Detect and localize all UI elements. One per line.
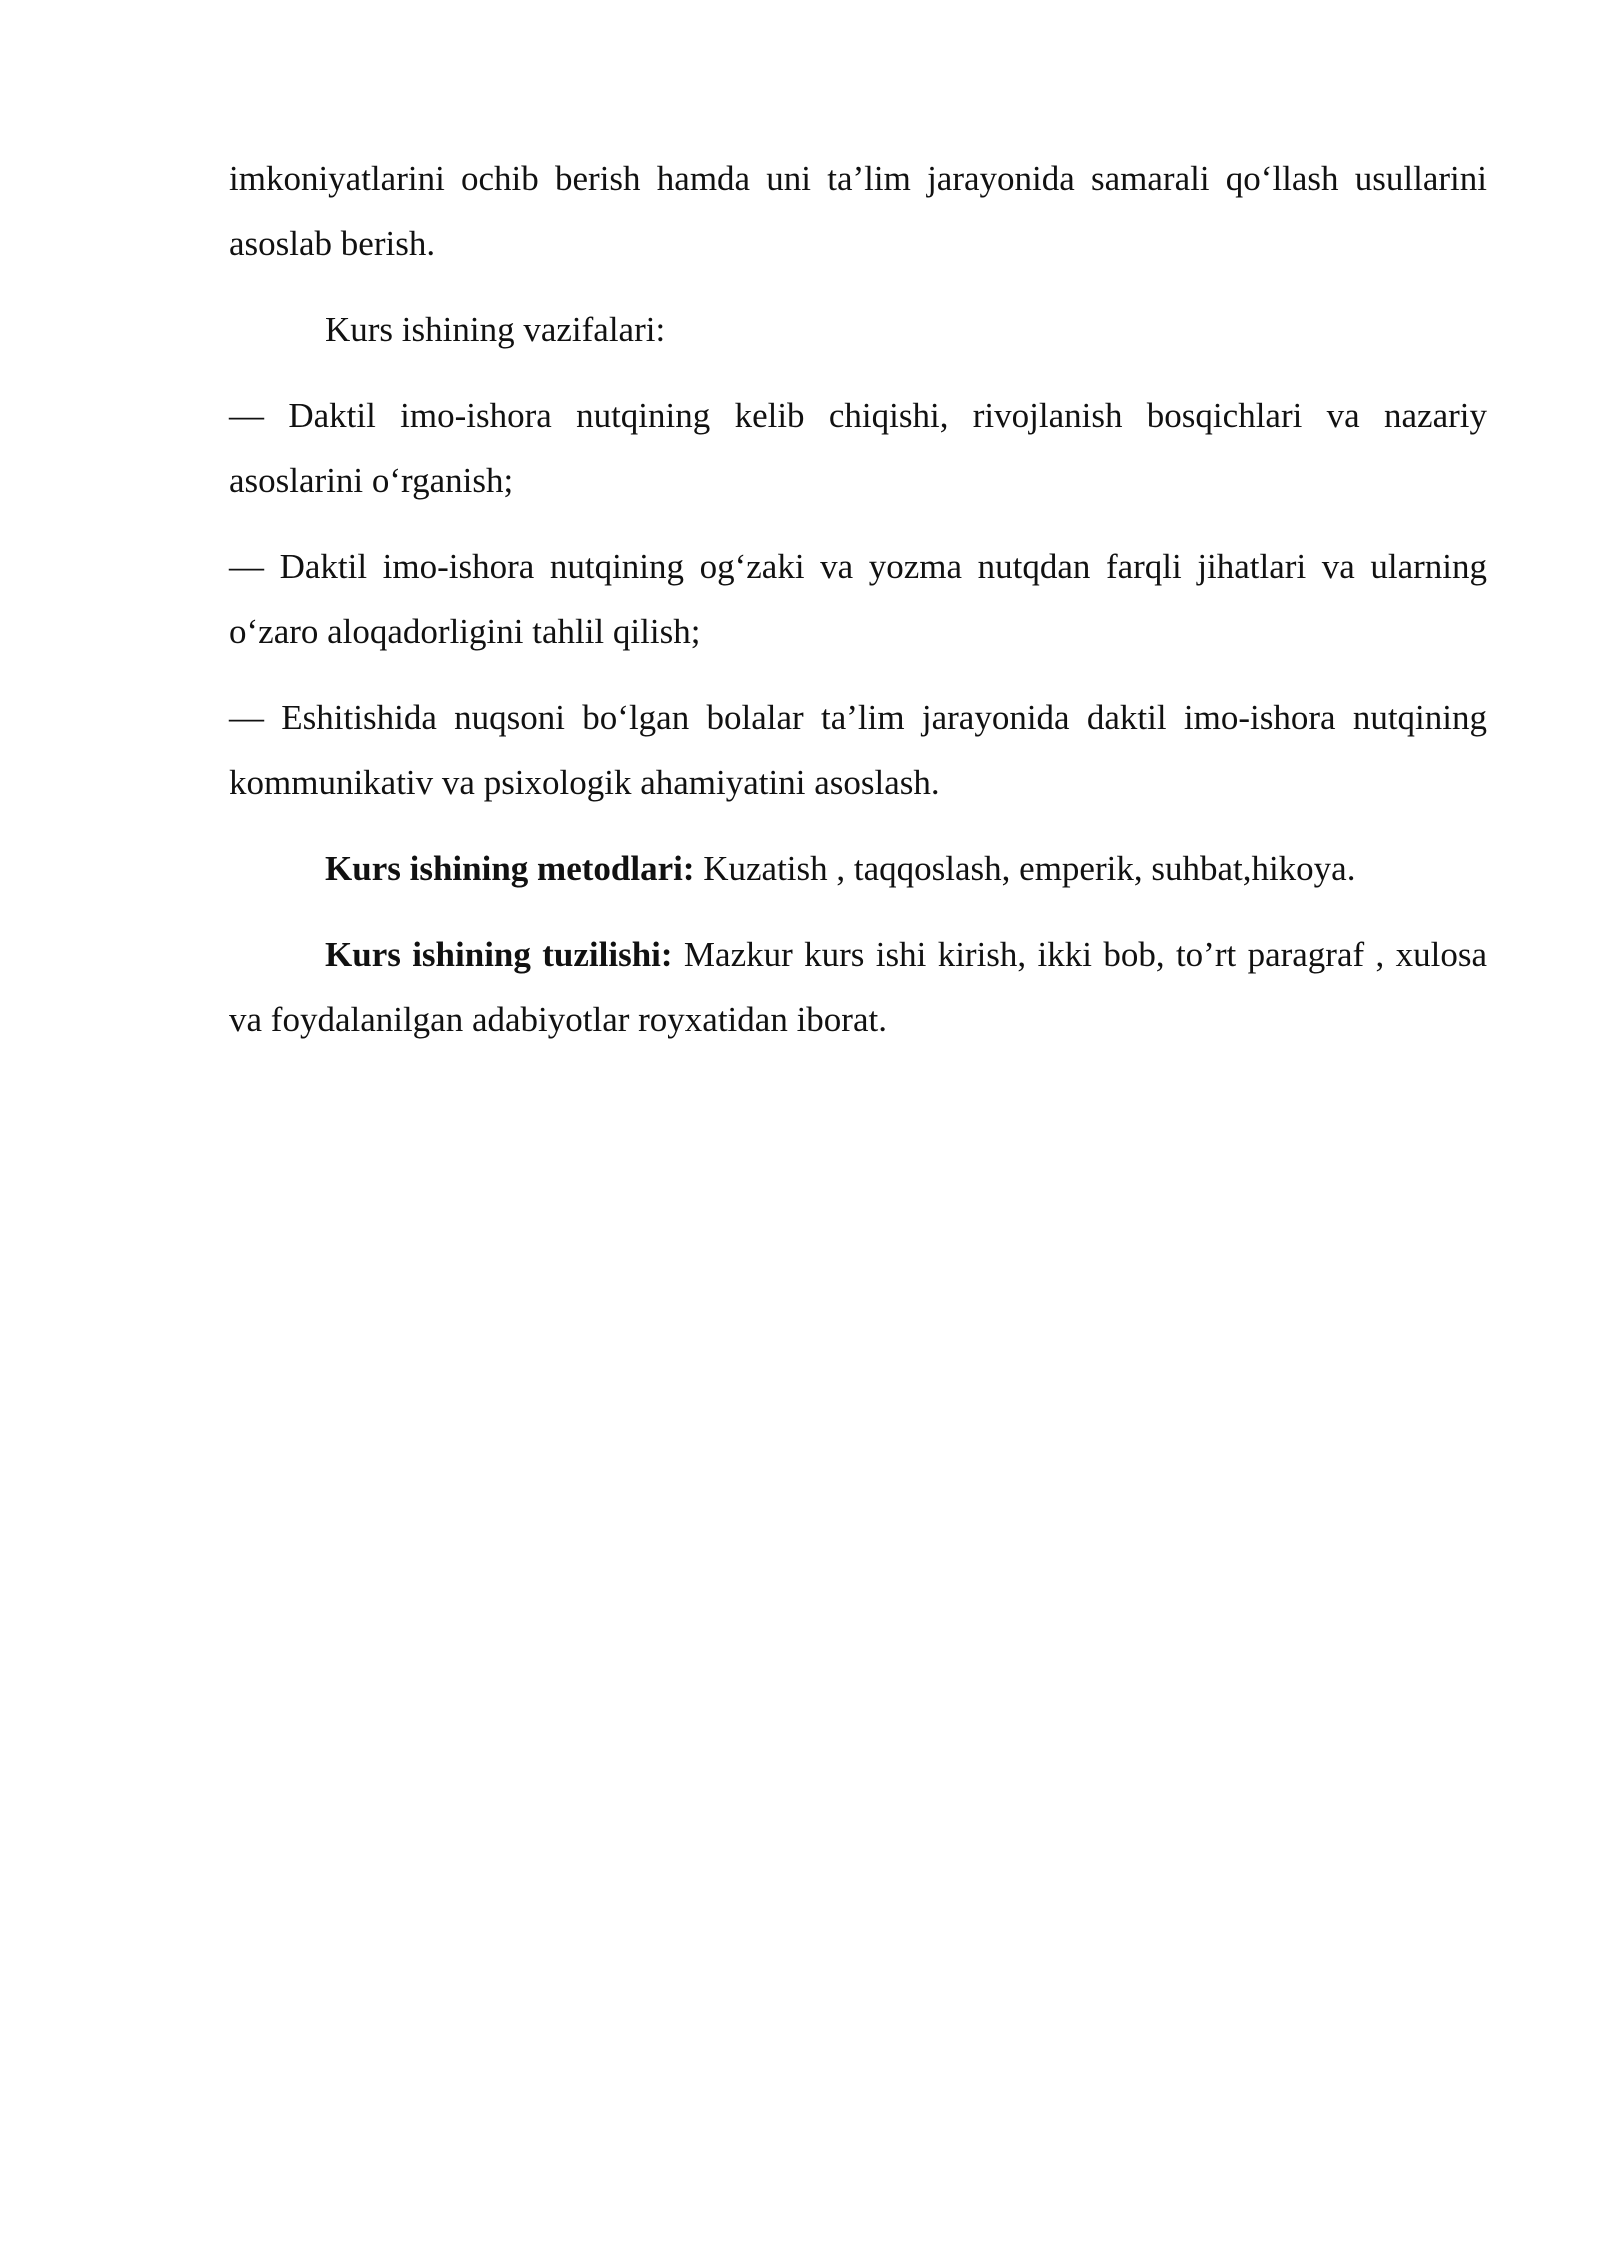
structure-text: Mazkur kurs ishi kirish, ikki bob, to’rt paragraf , xulosa va foydalanilgan adabiyotlar royxatidan iborat. <box>229 935 1488 1039</box>
task-item-3: — Eshitishida nuqsoni bo‘lgan bolalar ta’lim jarayonida daktil imo-ishora nutqining kommunikativ va psixologik ahamiyatini asoslash. <box>229 698 1487 802</box>
task-item-1: — Daktil imo-ishora nutqining kelib chiqishi, rivojlanish bosqichlari va nazariy asoslarini o‘rganish; <box>229 396 1487 500</box>
paragraph-aim-continuation: imkoniyatlarini ochib berish hamda uni ta’lim jarayonida samarali qo‘llash usullarini asoslab berish. <box>229 159 1487 263</box>
task-item-2: — Daktil imo-ishora nutqining og‘zaki va yozma nutqdan farqli jihatlari va ularning o‘zaro aloqadorligini tahlil qilish; <box>229 547 1487 651</box>
document-body <box>229 146 1487 1073</box>
methods-paragraph <box>229 836 1487 901</box>
structure-paragraph <box>229 922 1487 1052</box>
methods-label: Kurs ishining metodlari: <box>325 849 695 888</box>
methods-text: Kuzatish , taqqoslash, emperik, suhbat,hikoya. <box>694 849 1356 888</box>
structure-label: Kurs ishining tuzilishi: <box>325 935 673 974</box>
tasks-heading: Kurs ishining vazifalari: <box>325 310 666 349</box>
